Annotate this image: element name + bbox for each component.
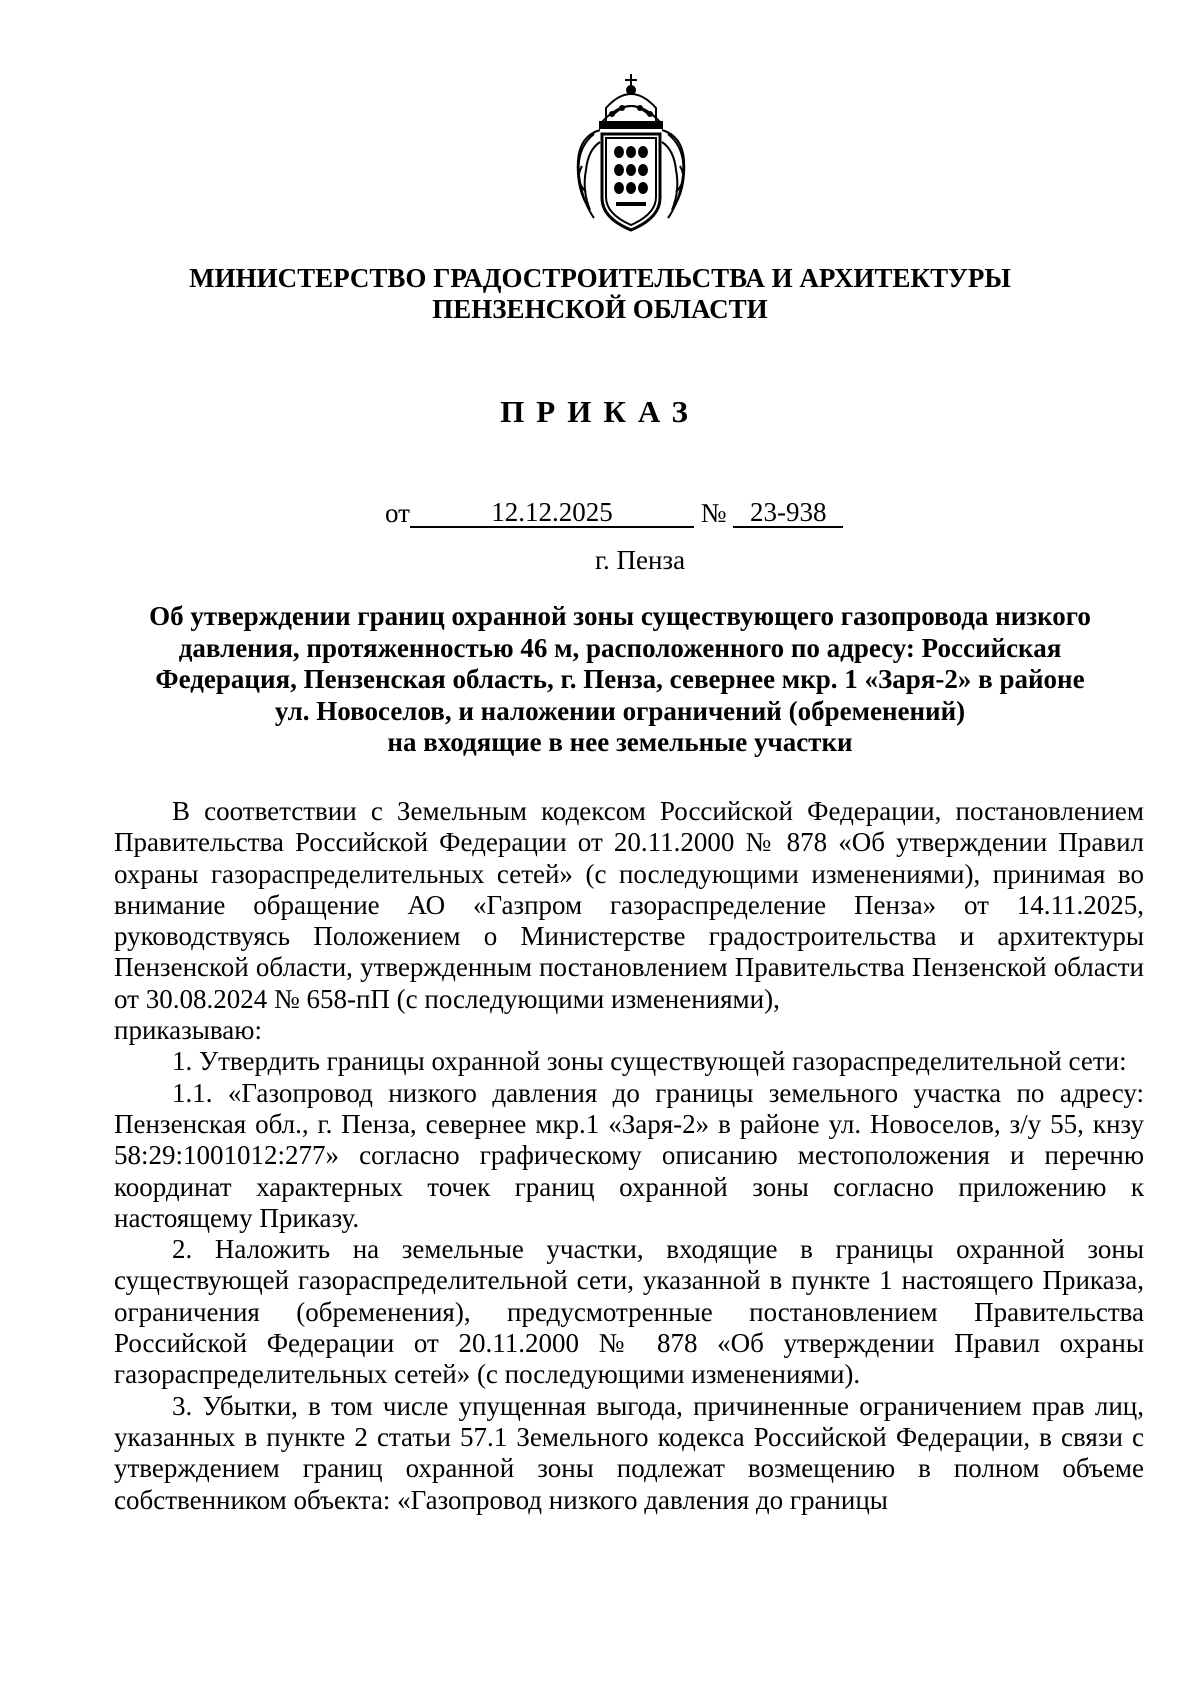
date-prefix: от	[385, 498, 410, 528]
order-word: приказываю:	[114, 1015, 262, 1046]
ministry-name	[100, 263, 1100, 325]
subject-line: Федерация, Пензенская область, г. Пенза, севернее мкр. 1 «Заря-2» в районе	[155, 664, 1085, 694]
date-number-line	[385, 498, 843, 528]
subject-line: ул. Новоселов, и наложении ограничений (обременений)	[274, 695, 966, 726]
item-1-paragraph: 1. Утвердить границы охранной зоны существующей газораспределительной сети:	[172, 1046, 1127, 1077]
item-3-paragraph: 3. Убытки, в том числе упущенная выгода, причиненные ограничением прав лиц, указанных в пункте 2 статьи 57.1 Земельного кодекса Российской Федерации, в связи с утверждением границ охранной зоны подлежат возмещению в полном объеме собственником объекта: «Газопровод низкого давления до границы	[114, 1390, 1144, 1515]
subject-line: на входящие в нее земельные участки	[387, 727, 853, 757]
subject-line: давления, протяженностью 46 м, расположенного по адресу: Российская	[178, 632, 1062, 663]
document-type-title: ПРИКАЗ	[500, 394, 700, 429]
order-date: 12.12.2025	[410, 498, 694, 528]
subject-line: Об утверждении границ охранной зоны существующего газопровода низкого	[149, 601, 1091, 631]
number-prefix: №	[700, 498, 727, 528]
order-body	[114, 796, 1144, 1516]
ministry-name-line1: МИНИСТЕРСТВО ГРАДОСТРОИТЕЛЬСТВА И АРХИТЕКТУРЫ	[189, 263, 1011, 293]
ministry-name-line2: ПЕНЗЕНСКОЙ ОБЛАСТИ	[432, 294, 768, 324]
penza-region-coat-of-arms-icon	[572, 70, 690, 240]
item-2-paragraph: 2. Наложить на земельные участки, входящие в границы охранной зоны существующей газораспределительной сети, указанной в пункте 1 настоящего Приказа, ограничения (обременения), предусмотренные постановлением Правительства Российской Федерации от 20.11.2000 № 878 «Об утверждении Правил охраны газораспределительных сетей» (с последующими изменениями).	[114, 1234, 1144, 1390]
order-subject	[120, 601, 1120, 759]
city-label: г. Пенза	[594, 545, 686, 575]
order-number: 23-938	[733, 498, 843, 528]
item-1-1-paragraph: 1.1. «Газопровод низкого давления до границы земельного участка по адресу: Пензенская обл., г. Пенза, севернее мкр.1 «Заря-2» в районе ул. Новоселов, з/у 55, кнзу 58:29:1001012:277» согласно графическому описанию местоположения и перечню координат характерных точек границ охранной зоны согласно приложению к настоящему Приказу.	[114, 1077, 1144, 1233]
preamble-paragraph: В соответствии с Земельным кодексом Российской Федерации, постановлением Правительства Российской Федерации от 20.11.2000 № 878 «Об утверждении Правил охраны газораспределительных сетей» (с последующими изменениями), принимая во внимание обращение АО «Газпром газораспределение Пенза» от 14.11.2025, руководствуясь Положением о Министерстве градостроительства и архитектуры Пензенской области, утвержденным постановлением Правительства Пензенской области от 30.08.2024 № 658-пП (с последующими изменениями),	[114, 796, 1144, 1014]
